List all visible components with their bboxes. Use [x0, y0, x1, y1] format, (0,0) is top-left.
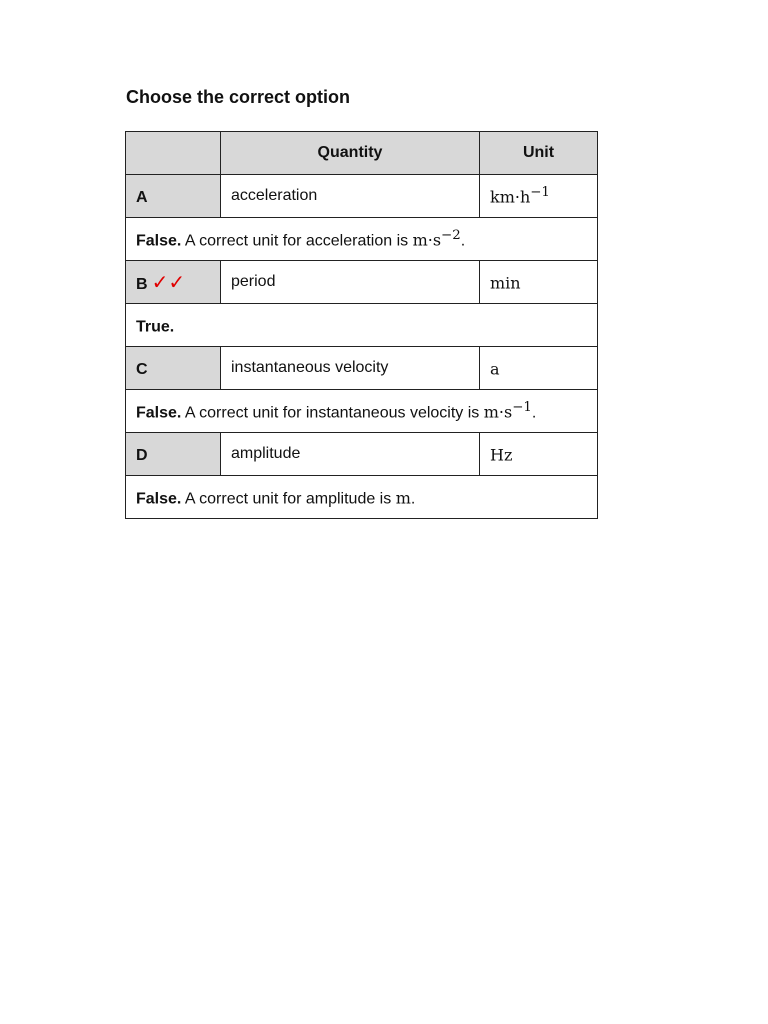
- option-unit: [480, 261, 598, 304]
- feedback-row-d: [126, 476, 598, 519]
- feedback-cell: [126, 218, 598, 261]
- header-letter: [126, 132, 221, 175]
- table-header-row: [126, 132, 598, 175]
- feedback-cell: [126, 390, 598, 433]
- unit-base: a: [490, 359, 500, 379]
- feedback-verdict: False.: [136, 232, 182, 250]
- question-heading: Choose the correct option: [126, 87, 351, 107]
- option-letter-cell: [126, 261, 221, 304]
- feedback-verdict: False.: [136, 490, 182, 508]
- feedback-row-b: [126, 304, 598, 347]
- unit-base: min: [490, 273, 521, 293]
- option-letter: D: [136, 446, 148, 464]
- checkmark-icon: ✓✓: [151, 271, 186, 294]
- feedback-unit-base: m: [395, 488, 411, 508]
- option-row-d: [126, 433, 598, 476]
- option-letter: B: [136, 275, 148, 293]
- unit-base: km·h: [490, 187, 531, 207]
- feedback-verdict: True.: [136, 318, 175, 336]
- feedback-cell: [126, 304, 598, 347]
- option-row-a: [126, 175, 598, 218]
- feedback-unit-exponent: −2: [441, 227, 461, 243]
- option-letter-cell: [126, 175, 221, 218]
- feedback-cell: [126, 476, 598, 519]
- option-letter-cell: [126, 347, 221, 390]
- feedback-unit-base: m·s: [412, 230, 442, 250]
- feedback-text: A correct unit for instantaneous velocity is: [181, 404, 484, 422]
- option-quantity: period: [221, 261, 480, 304]
- option-quantity: acceleration: [221, 175, 480, 218]
- option-row-b: [126, 261, 598, 304]
- unit-exponent: −1: [530, 185, 550, 201]
- feedback-row-a: [126, 218, 598, 261]
- option-unit: [480, 347, 598, 390]
- feedback-end: .: [531, 404, 537, 422]
- option-row-c: [126, 347, 598, 390]
- feedback-end: .: [410, 490, 416, 508]
- options-table: [125, 131, 598, 519]
- header-unit: Unit: [480, 132, 598, 175]
- feedback-unit-exponent: −1: [512, 399, 532, 415]
- feedback-verdict: False.: [136, 404, 182, 422]
- option-quantity: instantaneous velocity: [221, 347, 480, 390]
- feedback-row-c: [126, 390, 598, 433]
- option-unit: [480, 433, 598, 476]
- option-unit: [480, 175, 598, 218]
- option-letter: C: [136, 360, 148, 378]
- option-quantity: amplitude: [221, 433, 480, 476]
- feedback-unit-base: m·s: [483, 402, 513, 422]
- feedback-end: .: [460, 232, 466, 250]
- option-letter-cell: [126, 433, 221, 476]
- feedback-text: A correct unit for amplitude is: [181, 490, 396, 508]
- header-quantity: Quantity: [221, 132, 480, 175]
- feedback-text: A correct unit for acceleration is: [181, 232, 413, 250]
- unit-base: Hz: [490, 445, 513, 465]
- option-letter: A: [136, 188, 148, 206]
